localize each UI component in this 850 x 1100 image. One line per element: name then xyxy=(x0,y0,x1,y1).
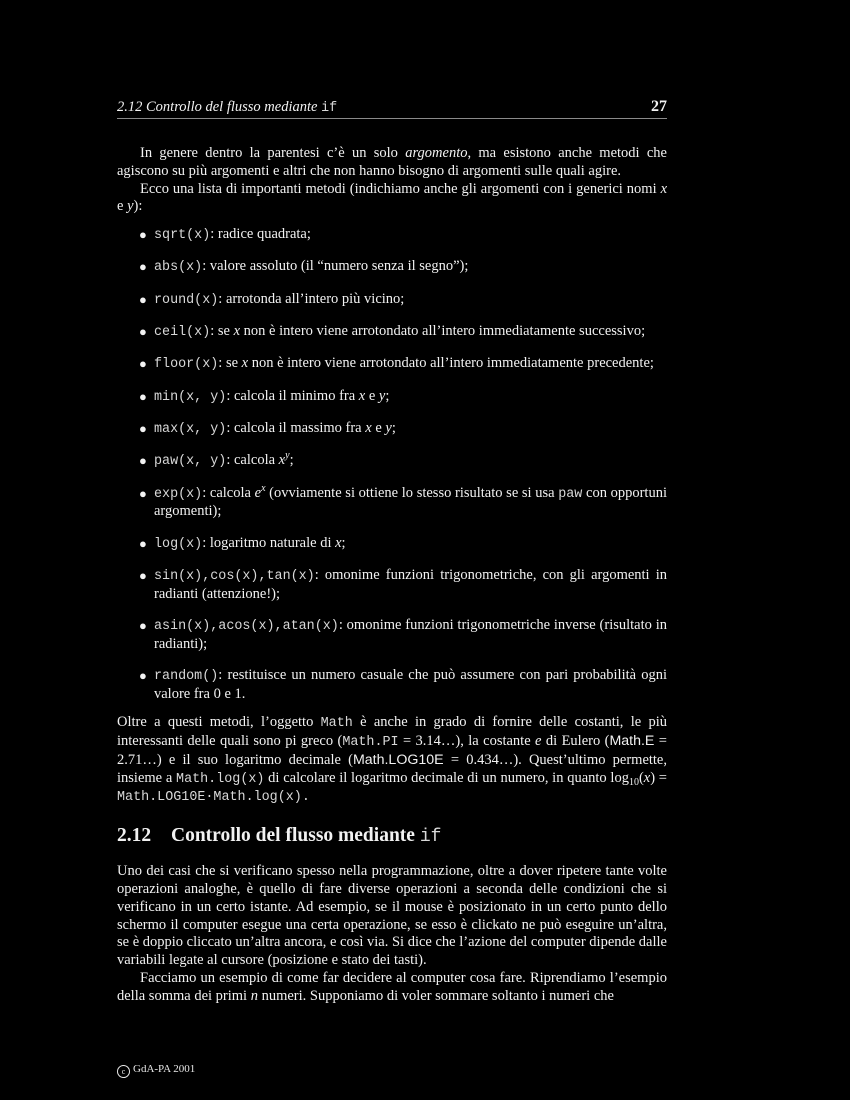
bullet-icon: ● xyxy=(139,420,147,436)
copyright-icon: c xyxy=(117,1065,130,1078)
bullet-icon: ● xyxy=(139,259,147,275)
bullet-icon: ● xyxy=(139,485,147,501)
section-paragraph-1: Uno dei casi che si verificano spesso nella programmazione, oltre a dover ripetere tante volte operazioni analoghe, è quello di fare diverse operazioni a seconda delle condizioni che si verificano in un certo istante. Ad esempio, se il mouse è posizionato in un certo punto dello schermo il computer esegue una certa operazione, se esso è clickato ne può eseguire un’altra, se è doppio cliccato un’altra ancora, e così via. Si dice che l’azione del computer dipende dalle variabili legate al cursore (posizione e stato dei tasti). xyxy=(117,863,667,969)
running-header xyxy=(117,98,667,119)
footer-text: GdA-PA 2001 xyxy=(133,1063,196,1075)
list-item-random: ● random(): restituisce un numero casuale che può assumere con pari probabilità ogni valore fra 0 e 1. xyxy=(139,667,667,702)
bullet-icon: ● xyxy=(139,567,147,583)
list-item-ceil: ● ceil(x): se x non è intero viene arrotondato all’intero immediatamente successivo; xyxy=(139,323,646,341)
list-item-log: ● log(x): logaritmo naturale di x; xyxy=(139,534,346,552)
bullet-icon: ● xyxy=(139,618,147,634)
list-item-trig: ● sin(x),cos(x),tan(x): omonime funzioni trigonometriche, con gli argomenti in radianti (attenzione!); xyxy=(139,566,667,602)
methods-list xyxy=(117,226,667,704)
intro-paragraph-2: Ecco una lista di importanti metodi (indichiamo anche gli argomenti con i generici nomi x e y): xyxy=(117,180,667,215)
page-body xyxy=(117,145,667,1006)
log10-formula: $\log_{10}(x)$ = Math.LOG10E·Math.log(x). xyxy=(117,769,667,806)
bullet-icon: ● xyxy=(139,291,147,307)
section-title: Controllo del flusso mediante xyxy=(171,825,420,847)
list-item-max: ● max(x, y): calcola il massimo fra x e y; xyxy=(139,419,396,437)
running-title: 2.12 Controllo del flusso mediante if xyxy=(117,99,338,116)
bullet-icon: ● xyxy=(139,356,147,372)
page-number: 27 xyxy=(651,98,667,115)
intro-paragraph-1: In genere dentro la parentesi c’è un solo argomento, ma esistono anche metodi che agiscono su più argomenti e altri che non hanno bisogno di argomenti sulle quali agire. xyxy=(117,145,667,179)
section-title-code: if xyxy=(419,827,442,848)
list-item-min: ● min(x, y): calcola il minimo fra x e y; xyxy=(139,387,390,405)
page-footer xyxy=(117,1063,195,1078)
bullet-icon: ● xyxy=(139,324,147,340)
bullet-icon: ● xyxy=(139,453,147,469)
list-item-round: ● round(x): arrotonda all’intero più vicino; xyxy=(139,290,405,308)
list-item-inverse-trig: ● asin(x),acos(x),atan(x): omonime funzioni trigonometriche inverse (risultato in radianti); xyxy=(139,617,667,652)
bullet-icon: ● xyxy=(139,388,147,404)
list-item-sqrt: ● sqrt(x): radice quadrata; xyxy=(139,226,311,244)
section-heading xyxy=(117,824,667,849)
section-paragraph-2: Facciamo un esempio di come far decidere al computer cosa fare. Riprendiamo l’esempio della somma dei primi n numeri. Supponiamo di voler sommare soltanto i numeri che xyxy=(117,970,667,1004)
constants-paragraph: Oltre a questi metodi, l’oggetto Math è anche in grado di fornire delle costanti, le più interessanti delle quali sono pi greco (Math.PI = 3.14…), la costante e di Eulero (Math.E = 2.71…) e il suo logaritmo decimale (Math.LOG10E = 0.434…). Quest’ultimo permette, insieme a Math.log(x) di calcolare il logaritmo decimale di un numero, in quanto $\log_{10}(x)$ = Math.LOG10E·Math.log(x). xyxy=(117,714,667,806)
list-item-paw: ● paw(x, y): calcola $x^y$; xyxy=(139,450,294,470)
running-title-code: if xyxy=(321,101,338,116)
list-item-abs: ● abs(x): valore assoluto (il “numero senza il segno”); xyxy=(139,258,469,276)
list-item-floor: ● floor(x): se x non è intero viene arrotondato all’intero immediatamente precedente; xyxy=(139,355,654,373)
emphasis-argomento: argomento xyxy=(405,145,468,161)
bullet-icon: ● xyxy=(139,668,147,684)
bullet-icon: ● xyxy=(139,227,147,243)
section-number: 2.12 xyxy=(117,825,152,847)
bullet-icon: ● xyxy=(139,535,147,551)
list-item-exp: ● exp(x): calcola $e^x$ (ovviamente si ottiene lo stesso risultato se si usa paw con opportuni argomenti); xyxy=(139,482,667,520)
